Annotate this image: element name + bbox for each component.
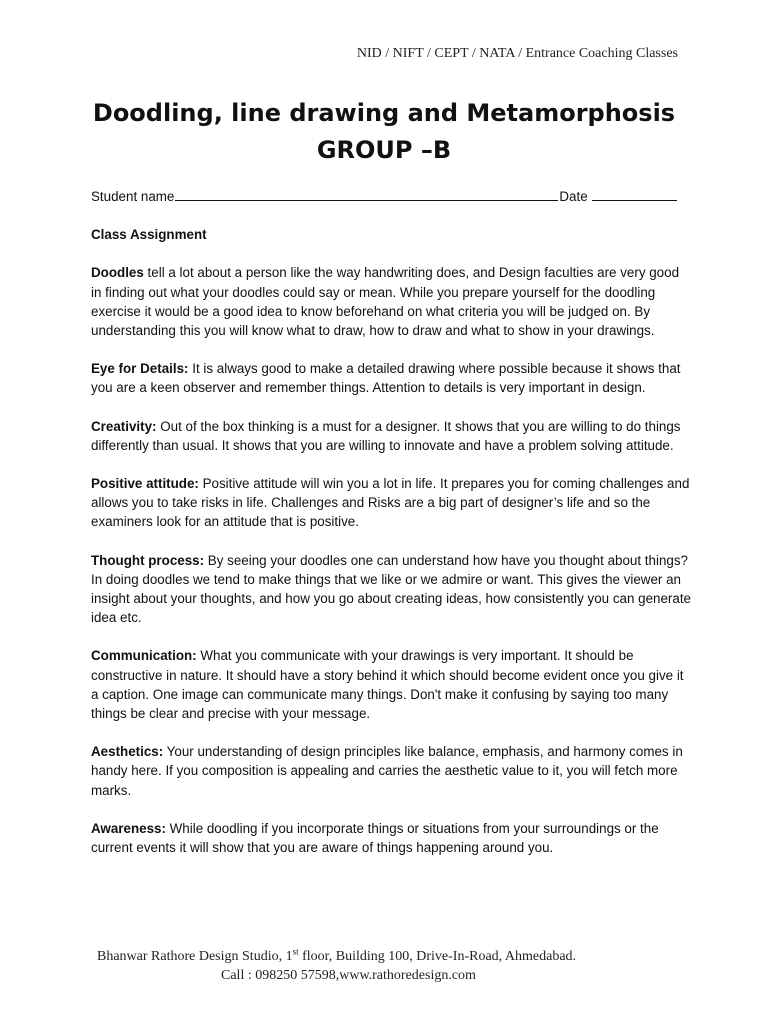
- paragraph-text: Out of the box thinking is a must for a designer. It shows that you are willing to do things differently than usual. It shows that you are willing to innovate and have a problem solving attitude.: [91, 418, 681, 453]
- assignment-heading: Class Assignment: [91, 227, 207, 243]
- footer-address-part: floor, Building 100, Drive-In-Road, Ahmedabad.: [298, 949, 577, 964]
- date-blank: [592, 188, 677, 201]
- document-title: [0, 95, 768, 169]
- paragraph-aesthetics: [91, 742, 691, 800]
- paragraph-creativity: [91, 417, 691, 455]
- title-line-2: GROUP –B: [316, 136, 452, 164]
- paragraph-text: What you communicate with your drawings is very important. It should be constructive in nature. It should have a story behind it which should become evident once you give it a caption. One image can communicate many things. Don't make it confusing by saying too many things be clear and precise with your message.: [91, 648, 684, 722]
- paragraph-text: While doodling if you incorporate things or situations from your surroundings or the current events it will show that you are aware of things happening around you.: [91, 820, 659, 856]
- paragraph-term: Thought process:: [91, 552, 205, 568]
- paragraph-text: By seeing your doodles one can understand how have you thought about things? In doing doodles we tend to make things that we like or we admire or want. This gives the viewer an insight about your thoughts, and how you go about creating ideas, how consistently you can generate idea etc.: [91, 552, 692, 626]
- paragraph-text: Your understanding of design principles like balance, emphasis, and harmony comes in handy here. If you composition is appealing and carries the aesthetic value to it, you will fetch more marks.: [91, 744, 683, 798]
- footer-address: [0, 947, 768, 966]
- paragraph-term: Positive attitude:: [91, 476, 199, 492]
- paragraph-term: Aesthetics:: [91, 744, 164, 760]
- paragraph-positive-attitude: [91, 474, 691, 532]
- document-body: [91, 187, 691, 857]
- student-info-row: [91, 187, 691, 206]
- paragraph-awareness: [91, 819, 691, 857]
- paragraph-doodles: [91, 263, 691, 340]
- student-name-blank: [175, 188, 558, 201]
- page-footer: [0, 947, 768, 985]
- footer-superscript: st: [292, 946, 299, 957]
- paragraph-term: Awareness:: [91, 820, 166, 836]
- date-label: Date: [559, 189, 588, 204]
- paragraph-term: Creativity:: [91, 418, 157, 434]
- paragraph-term: Doodles: [91, 265, 144, 281]
- paragraph-communication: [91, 646, 691, 723]
- paragraph-text: Positive attitude will win you a lot in life. It prepares you for coming challenges and allows you to take risks in life. Challenges and Risks are a big part of designer’s life and so the examiners look for an attitude that is positive.: [91, 476, 690, 530]
- page-header: NID / NIFT / CEPT / NATA / Entrance Coaching Classes: [356, 46, 678, 61]
- paragraph-term: Eye for Details:: [91, 361, 189, 377]
- paragraph-thought-process: [91, 551, 691, 628]
- footer-contact: Call : 098250 57598,www.rathoredesign.com: [221, 968, 476, 983]
- paragraph-term: Communication:: [91, 648, 197, 664]
- footer-address-part: Bhanwar Rathore Design Studio, 1: [97, 949, 293, 964]
- title-line-1: Doodling, line drawing and Metamorphosis: [92, 99, 676, 127]
- paragraph-text: tell a lot about a person like the way handwriting does, and Design faculties are very good in finding out what your doodles could say or mean. While you prepare yourself for the doodling exercise it would be a good idea to know beforehand on what criteria you will be judged on. By understanding this you will know what to draw, how to draw and what to show in your drawings.: [91, 265, 680, 339]
- paragraph-eye-for-details: [91, 359, 691, 397]
- paragraph-text: It is always good to make a detailed drawing where possible because it shows that you are a keen observer and remember things. Attention to details is very important in design.: [91, 361, 681, 396]
- student-name-label: Student name: [91, 189, 175, 204]
